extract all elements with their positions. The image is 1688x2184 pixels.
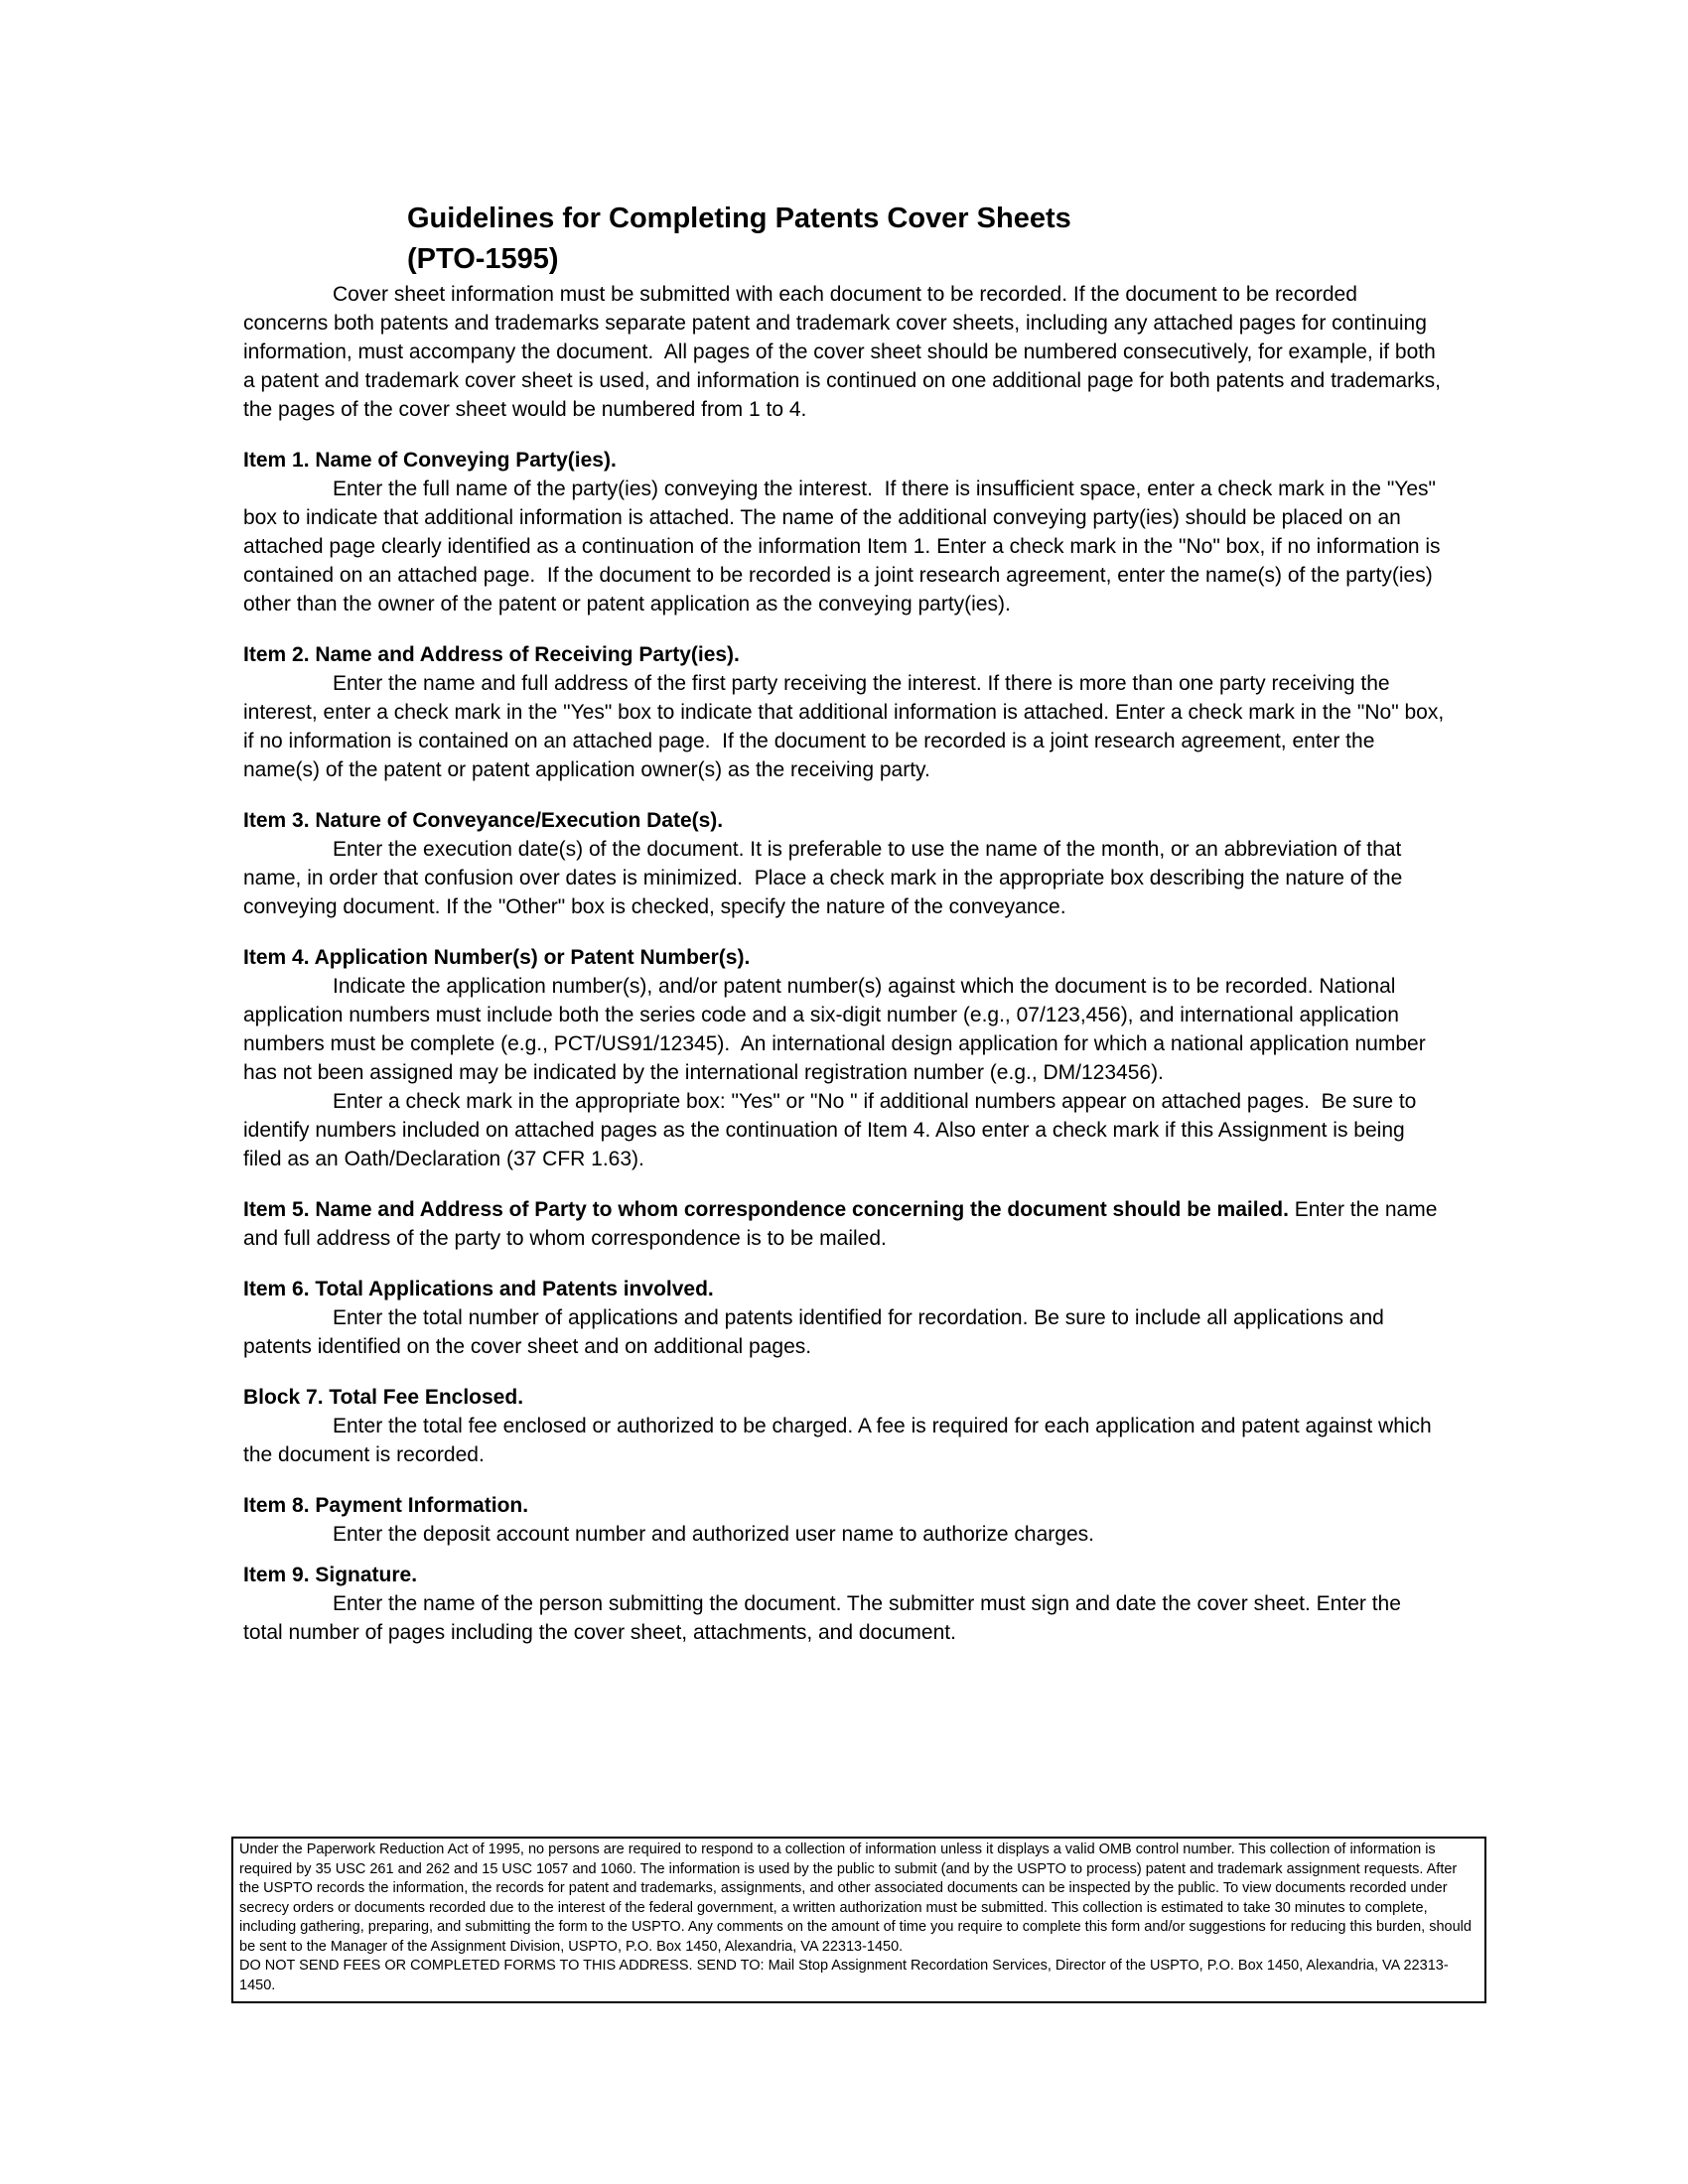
section-heading-item-9: Item 9. Signature. <box>243 1564 418 1586</box>
section-heading-item-1: Item 1. Name of Conveying Party(ies). <box>243 449 617 472</box>
intro-paragraph: Cover sheet information must be submitted with each document to be recorded. If the document to be recorded concerns both patents and trademarks separate patent and trademark cover sheets, including any attached pages for continuing information, must accompany the document. All pages of the cover sheet should be numbered consecutively, for example, if both a patent and trademark cover sheet is used, and information is continued on one additional page for both patents and trademarks, the pages of the cover sheet would be numbered from 1 to 4. <box>243 283 1447 421</box>
section-paragraph: Indicate the application number(s), and/or patent number(s) against which the document is to be recorded. National application numbers must include both the series code and a six-digit number (e.g., 07/123,456), and international application numbers must be complete (e.g., PCT/US91/12345). An international design application for which a national application number has not been assigned may be indicated by the international registration number (e.g., DM/123456). <box>243 975 1432 1084</box>
section-item-3 <box>243 806 1445 921</box>
section-item-9 <box>243 1561 1445 1647</box>
section-heading-item-3: Item 3. Nature of Conveyance/Execution Date(s). <box>243 809 724 832</box>
section-paragraph: Enter the full name of the party(ies) conveying the interest. If there is insufficient space, enter a check mark in the "Yes" box to indicate that additional information is attached. The name of the additional conveying party(ies) should be placed on an attached page clearly identified as a continuation of the information Item 1. Enter a check mark in the "No" box, if no information is contained on an attached page. If the document to be recorded is a joint research agreement, enter the name(s) of the party(ies) other than the owner of the patent or patent application as the conveying party(ies). <box>243 478 1447 615</box>
section-paragraph: Enter the total number of applications and patents identified for recordation. Be sure to include all applications and patents identified on the cover sheet and on additional pages. <box>243 1306 1390 1358</box>
section-heading-item-6: Item 6. Total Applications and Patents involved. <box>243 1278 714 1300</box>
section-heading-item-8: Item 8. Payment Information. <box>243 1494 529 1517</box>
notice-body: Under the Paperwork Reduction Act of 1995, no persons are required to respond to a collection of information unless it displays a valid OMB control number. This collection of information is required by 35 USC 261 and 262 and 15 USC 1057 and 1060. The information is used by the public to submit (and by the USPTO to process) patent and trademark assignment requests. After the USPTO records the information, the records for patent and trademarks, assignments, and other associated documents can be inspected by the public. To view documents recorded under secrecy orders or documents recorded due to the interest of the federal government, a written authorization must be submitted. This collection is estimated to take 30 minutes to complete, including gathering, preparing, and submitting the form to the USPTO. Any comments on the amount of time you require to complete this form and/or suggestions for reducing this burden, should be sent to the Manager of the Assignment Division, USPTO, P.O. Box 1450, Alexandria, VA 22313-1450. <box>239 1842 1476 1955</box>
notice-mailing-instruction: DO NOT SEND FEES OR COMPLETED FORMS TO THIS ADDRESS. SEND TO: Mail Stop Assignment Recordation Services, Director of the USPTO, P.O. Box 1450, Alexandria, VA 22313-1450. <box>239 1958 1449 1993</box>
page-title <box>407 199 1445 280</box>
section-paragraph-text: Enter the name and full address of the party to whom correspondence is to be mailed. <box>243 1198 1444 1250</box>
section-heading-item-4: Item 4. Application Number(s) or Patent Number(s). <box>243 946 751 969</box>
section-paragraph <box>243 1195 1445 1253</box>
document-content <box>243 199 1451 1647</box>
section-item-4 <box>243 943 1445 1173</box>
section-heading-item-2: Item 2. Name and Address of Receiving Party(ies). <box>243 643 740 666</box>
section-paragraph: Enter a check mark in the appropriate box: "Yes" or "No " if additional numbers appear on attached pages. Be sure to identify numbers included on attached pages as the continuation of Item 4. Also enter a check mark if this Assignment is being filed as an Oath/Declaration (37 CFR 1.63). <box>243 1090 1423 1170</box>
section-block-7 <box>243 1383 1445 1469</box>
section-paragraph: Enter the name and full address of the first party receiving the interest. If there is more than one party receiving the interest, enter a check mark in the "Yes" box to indicate that additional information is attached. Enter a check mark in the "No" box, if no information is contained on an attached page. If the document to be recorded is a joint research agreement, enter the name(s) of the patent or patent application owner(s) as the receiving party. <box>243 672 1451 781</box>
section-paragraph: Enter the execution date(s) of the document. It is preferable to use the name of the month, or an abbreviation of that name, in order that confusion over dates is minimized. Place a check mark in the appropriate box describing the nature of the conveying document. If the "Other" box is checked, specify the nature of the conveyance. <box>243 838 1409 918</box>
section-paragraph: Enter the name of the person submitting the document. The submitter must sign and date the cover sheet. Enter the total number of pages including the cover sheet, attachments, and document. <box>243 1592 1407 1644</box>
section-paragraph: Enter the deposit account number and authorized user name to authorize charges. <box>333 1523 1094 1546</box>
section-item-8 <box>243 1491 1445 1549</box>
page-subtitle: (PTO-1595) <box>407 243 559 275</box>
section-heading-block-7: Block 7. Total Fee Enclosed. <box>243 1386 524 1409</box>
paperwork-reduction-notice <box>231 1837 1486 2003</box>
section-paragraph: Enter the total fee enclosed or authorized to be charged. A fee is required for each application and patent against which the document is recorded. <box>243 1415 1438 1466</box>
section-item-2 <box>243 640 1451 784</box>
section-item-1 <box>243 446 1445 618</box>
section-item-5 <box>243 1195 1445 1253</box>
section-heading-item-5: Item 5. Name and Address of Party to whom correspondence concerning the document should be mailed. <box>243 1198 1289 1221</box>
page-title-line1: Guidelines for Completing Patents Cover Sheets <box>407 203 1071 234</box>
section-item-6 <box>243 1275 1445 1361</box>
